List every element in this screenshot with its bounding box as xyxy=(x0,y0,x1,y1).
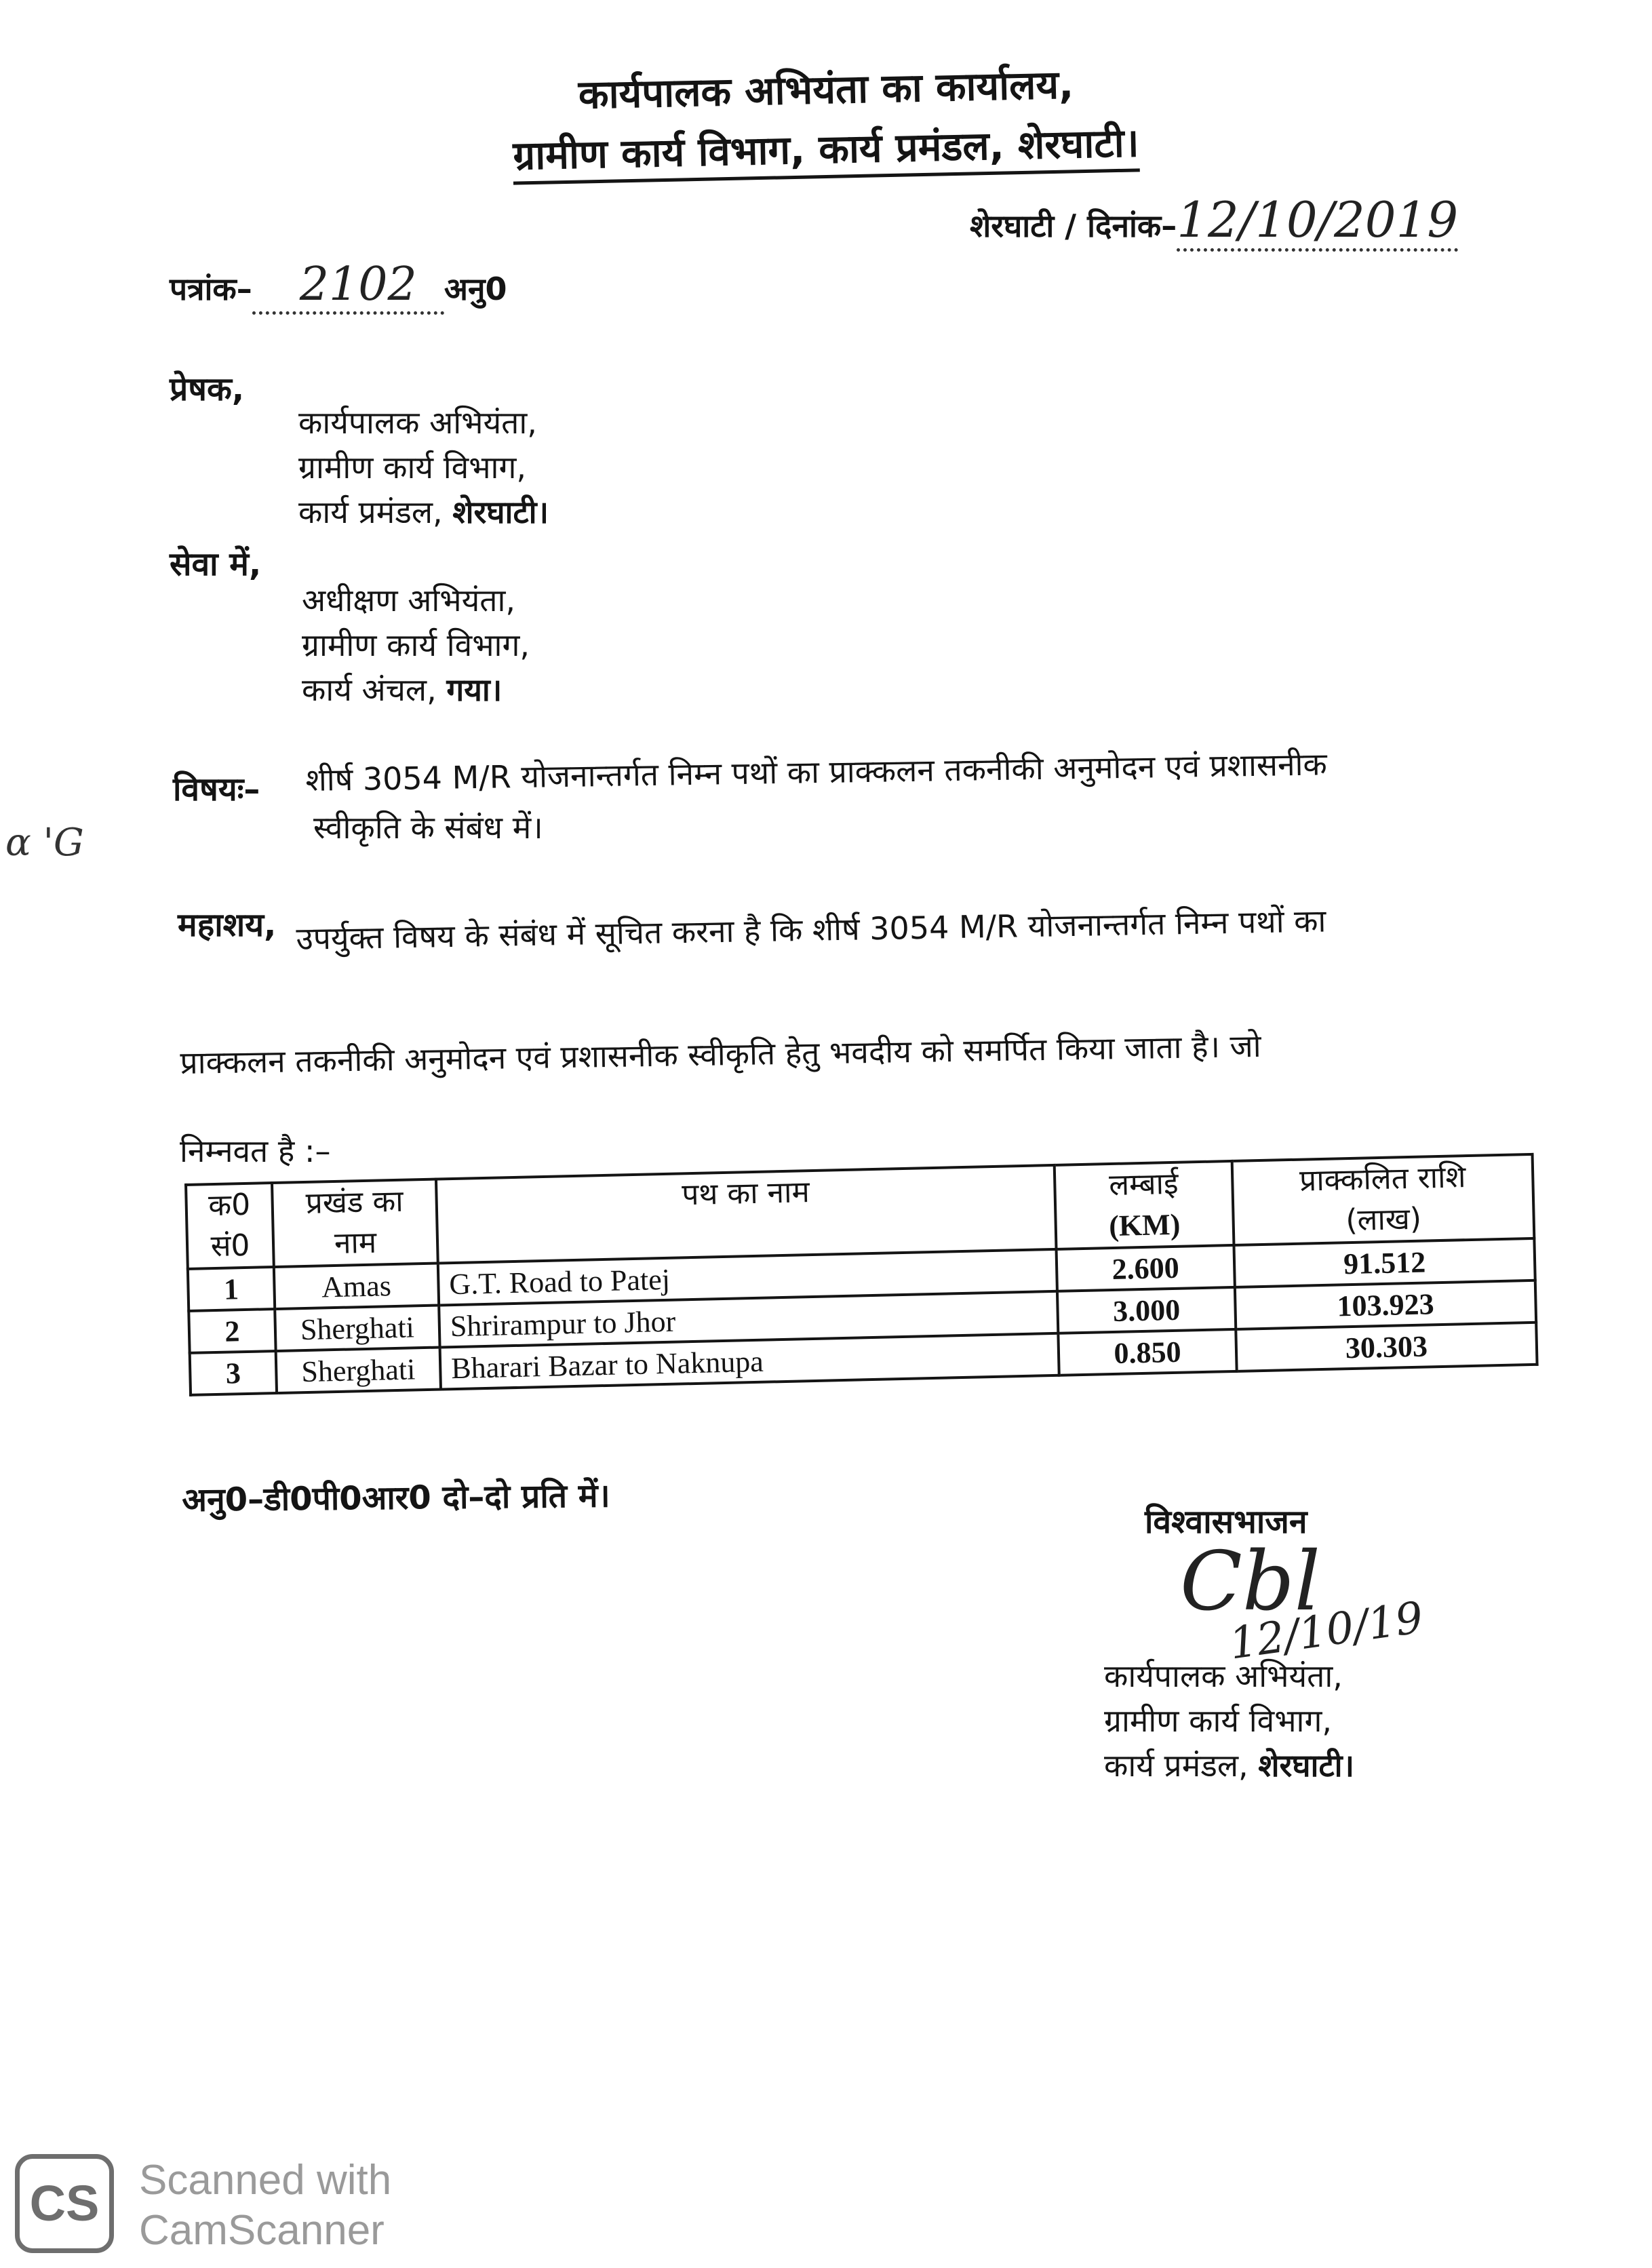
salutation: महाशय, xyxy=(178,906,277,944)
header-block-l1: प्रखंड का xyxy=(305,1184,404,1221)
sender-line-3 xyxy=(298,490,549,534)
cell-amount: 91.512 xyxy=(1234,1238,1535,1287)
letterhead-department-text: ग्रामीण कार्य विभाग, कार्य प्रमंडल, शेरघाटी। xyxy=(513,119,1140,184)
cell-amount: 103.923 xyxy=(1235,1280,1536,1329)
cell-serial: 1 xyxy=(188,1267,275,1311)
cell-block: Amas xyxy=(274,1264,439,1309)
signature-line-1: कार्यपालक अभियंता, xyxy=(1104,1658,1343,1694)
place-date-label: शेरघाटी / दिनांक– xyxy=(970,208,1177,244)
reference-number xyxy=(170,258,507,315)
camscanner-logo-icon: CS xyxy=(15,2154,114,2253)
signature-line-3 xyxy=(1104,1743,1354,1788)
reference-label: पत्रांक– xyxy=(170,271,252,307)
watermark-line-1: Scanned with xyxy=(139,2157,392,2204)
cell-serial: 3 xyxy=(190,1351,277,1395)
handwritten-signature-date: 12/10/19 xyxy=(1226,1592,1427,1670)
letterhead-office: कार्यपालक अभियंता का कार्यालय, xyxy=(578,61,1074,118)
cell-road: Shrirampur to Jhor xyxy=(439,1291,1058,1348)
reference-suffix: अनु0 xyxy=(444,271,507,307)
sender-line-3-prefix: कार्य प्रमंडल, xyxy=(298,494,443,530)
recipient-line-1: अधीक्षण अभियंता, xyxy=(302,582,516,619)
header-road: पथ का नाम xyxy=(436,1165,1057,1264)
cell-block: Sherghati xyxy=(275,1306,439,1351)
body-line-1: उपर्युक्त विषय के संबंध में सूचित करना है कि शीर्ष 3054 M/R योजनान्तर्गत निम्न पथों का xyxy=(296,902,1326,957)
recipient-line-3-prefix: कार्य अंचल, xyxy=(302,671,437,708)
cell-length: 3.000 xyxy=(1057,1287,1236,1333)
cell-serial: 2 xyxy=(189,1309,275,1353)
handwritten-reference-number: 2102 xyxy=(252,258,444,315)
cell-length: 0.850 xyxy=(1058,1329,1236,1375)
handwritten-signature: Cbl xyxy=(1180,1535,1321,1629)
signature-closing: विश्वासभाजन xyxy=(1145,1503,1307,1541)
cell-block: Sherghati xyxy=(276,1348,441,1393)
estimate-table xyxy=(184,1153,1539,1396)
recipient-line-2: ग्रामीण कार्य विभाग, xyxy=(302,627,530,663)
sender-line-2: ग्रामीण कार्य विभाग, xyxy=(298,449,526,486)
header-amount xyxy=(1232,1154,1535,1245)
signature-line-3-prefix: कार्य प्रमंडल, xyxy=(1104,1747,1248,1784)
cell-road: Bharari Bazar to Naknupa xyxy=(440,1333,1059,1390)
enclosure-note: अनु0–डी0पी0आर0 दो–दो प्रति में। xyxy=(182,1477,611,1519)
subject-line-1: शीर्ष 3054 M/R योजनान्तर्गत निम्न पथों का प्राक्कलन तकनीकी अनुमोदन एवं प्रशासनीक xyxy=(305,745,1328,798)
signature-block xyxy=(1104,1654,1354,1788)
sender-line-3-bold: शेरघाटी। xyxy=(452,494,549,530)
subject-label: विषयः– xyxy=(173,770,260,808)
header-block-l2: नाम xyxy=(334,1225,377,1262)
header-serial-l1: क0 xyxy=(208,1187,251,1224)
camscanner-watermark xyxy=(139,2155,391,2256)
header-length-l2: (KM) xyxy=(1108,1207,1181,1243)
signature-line-3-bold: शेरघाटी। xyxy=(1258,1747,1355,1784)
header-amount-l2: (लाख) xyxy=(1345,1201,1422,1238)
subject-line-2: स्वीकृति के संबंध में। xyxy=(313,809,543,846)
watermark-line-2: CamScanner xyxy=(139,2207,385,2254)
signature-line-2: ग्रामीण कार्य विभाग, xyxy=(1104,1702,1332,1739)
cell-amount: 30.303 xyxy=(1236,1323,1537,1371)
handwritten-date: 12/10/2019 xyxy=(1177,191,1458,252)
header-serial xyxy=(186,1183,274,1269)
sender-address xyxy=(298,400,549,534)
body-line-2: प्राक्कलन तकनीकी अनुमोदन एवं प्रशासनीक स्वीकृति हेतु भवदीय को समर्पित किया जाता है। जो xyxy=(180,1027,1262,1081)
recipient-line-3 xyxy=(302,667,530,712)
cell-road: G.T. Road to Patej xyxy=(438,1249,1057,1306)
recipient-label: सेवा में, xyxy=(170,545,262,583)
sender-label: प्रेषक, xyxy=(170,370,245,408)
body-line-3: निम्नवत है :– xyxy=(180,1133,331,1169)
recipient-address xyxy=(302,578,530,712)
header-amount-l1: प्राक्कलित राशि xyxy=(1299,1160,1466,1198)
place-date xyxy=(970,191,1458,252)
sender-line-1: कार्यपालक अभियंता, xyxy=(298,404,537,441)
header-length xyxy=(1055,1161,1234,1249)
header-serial-l2: सं0 xyxy=(210,1228,251,1264)
cell-length: 2.600 xyxy=(1057,1245,1235,1291)
recipient-line-3-bold: गया। xyxy=(446,671,503,708)
header-block xyxy=(272,1179,438,1267)
header-length-l1: लम्बाई xyxy=(1108,1166,1179,1203)
margin-note: ɑ 'G xyxy=(5,821,84,865)
